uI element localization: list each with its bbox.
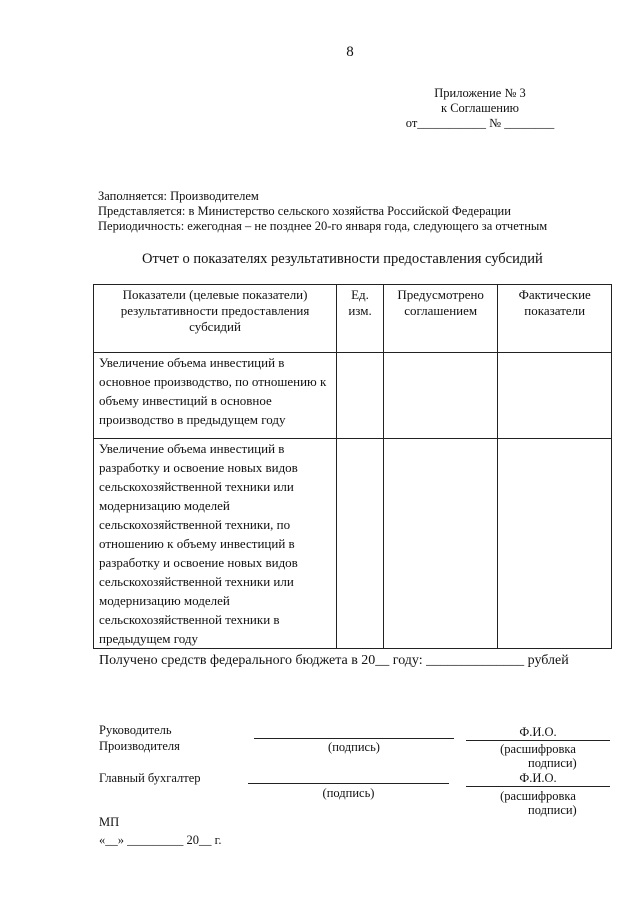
table-row: [94, 439, 612, 649]
appendix-subtitle: к Соглашению: [441, 101, 519, 115]
header-actual: Фактические показатели: [498, 285, 612, 353]
appendix-date-line: от___________ № ________: [405, 116, 555, 130]
head-fio: Ф.И.О.: [519, 725, 557, 739]
planned-cell: [383, 353, 498, 439]
head-decoding-line1: (расшифровка: [500, 742, 576, 756]
appendix-title: Приложение № 3: [434, 86, 526, 100]
page-number: 8: [346, 44, 354, 60]
report-meta: [98, 189, 547, 234]
unit-cell: [337, 439, 384, 649]
header-indicators: Показатели (целевые показатели) результативности предоставления субсидий: [94, 285, 337, 353]
head-label-line2: Производителя: [99, 739, 180, 753]
header-planned: Предусмотрено соглашением: [383, 285, 498, 353]
head-signature-caption: (подпись): [328, 740, 380, 754]
accountant-fio-line[interactable]: [466, 786, 610, 787]
accountant-signature-caption: (подпись): [322, 786, 375, 800]
accountant-decoding-line2: подписи): [528, 803, 577, 817]
accountant-decoding-line1: (расшифровка: [500, 789, 576, 803]
head-label-line1: Руководитель: [99, 723, 172, 737]
indicator-cell: Увеличение объема инвестиций в основное производство, по отношению к объему инвестиций в основное производство в предыдущем году: [94, 353, 337, 439]
accountant-signature-field[interactable]: [248, 783, 449, 784]
head-signature-field[interactable]: [254, 738, 454, 739]
periodicity: Периодичность: ежегодная – не позднее 20-го января года, следующего за отчетным: [98, 219, 548, 233]
report-title: Отчет о показателях результативности предоставления субсидий: [142, 251, 543, 267]
head-decoding-line2: подписи): [528, 756, 577, 770]
received-funds-line: Получено средств федерального бюджета в 20__ году: ______________ рублей: [99, 653, 569, 668]
appendix-header: [395, 86, 565, 131]
unit-cell: [337, 353, 384, 439]
indicator-cell: Увеличение объема инвестиций в разработку и освоение новых видов сельскохозяйственной техники или модернизацию моделей сельскохозяйственной техники, по отношению к объему инвестиций в разработку и освоение новых видов сельскохозяйственной техники или модернизацию моделей сельскохозяйственной техники в предыдущем году: [94, 439, 337, 649]
accountant-label: Главный бухгалтер: [99, 771, 201, 785]
table-row: [94, 353, 612, 439]
date-footer: «__» _________ 20__ г.: [99, 833, 222, 847]
header-unit: Ед. изм.: [337, 285, 384, 353]
stamp-place: МП: [99, 815, 120, 829]
actual-cell: [498, 353, 612, 439]
indicators-table: [93, 284, 612, 649]
actual-cell: [498, 439, 612, 649]
filled-by: Заполняется: Производителем: [98, 189, 259, 203]
table-header-row: [94, 285, 612, 353]
head-fio-line[interactable]: [466, 740, 610, 741]
submitted-to: Представляется: в Министерство сельского хозяйства Российской Федерации: [98, 204, 511, 218]
accountant-fio: Ф.И.О.: [519, 771, 557, 785]
planned-cell: [383, 439, 498, 649]
